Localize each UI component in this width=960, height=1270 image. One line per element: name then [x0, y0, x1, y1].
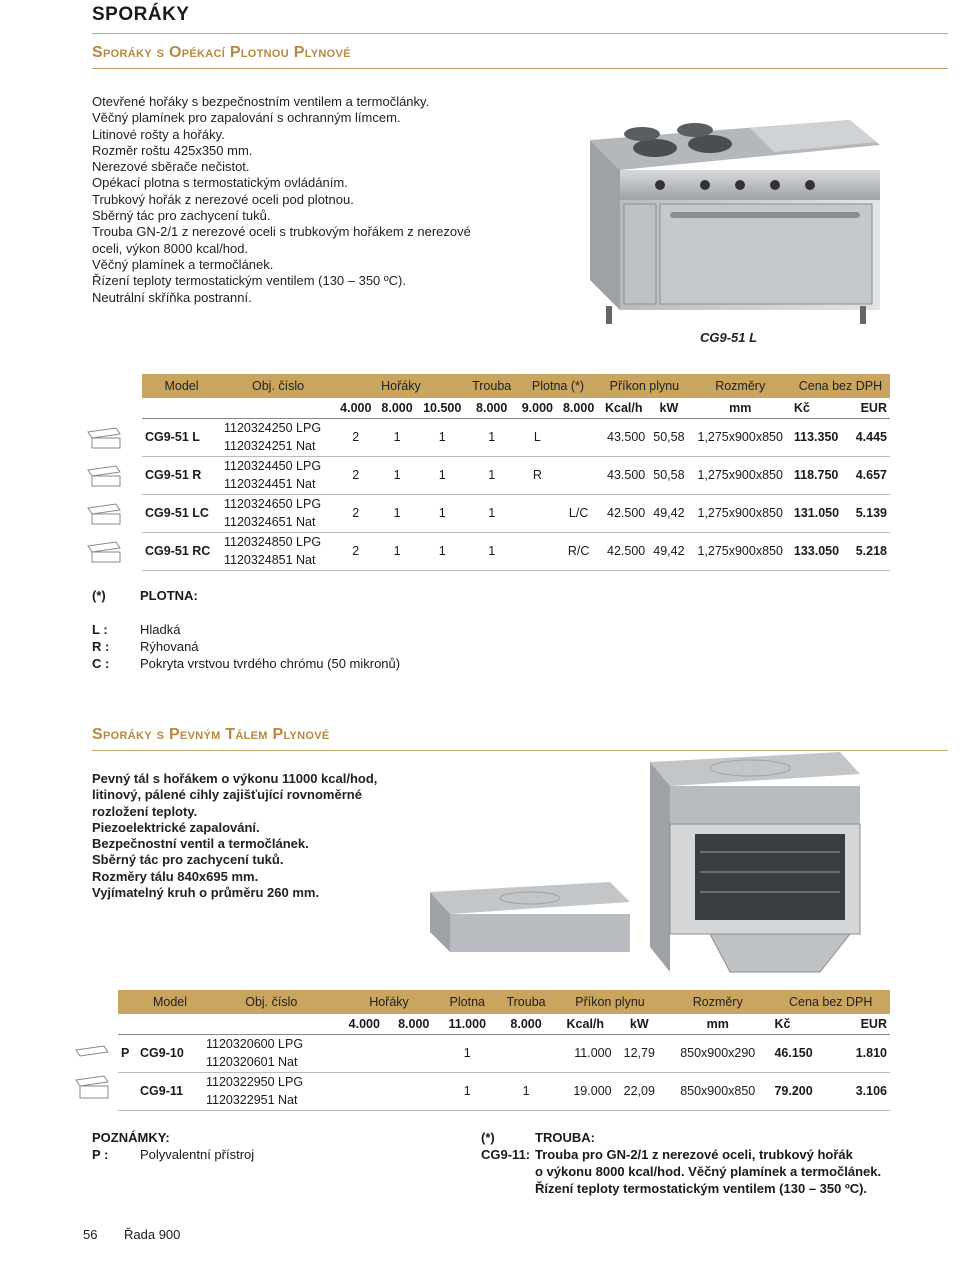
- note-value: Rýhovaná: [140, 639, 199, 654]
- value-cell: 1: [376, 494, 417, 532]
- note-line: Trouba pro GN-2/1 z nerezové oceli, trubkový hořák: [535, 1147, 853, 1162]
- section-title-solid-top: Sporáky s Pevným Tálem Plynové: [92, 726, 330, 743]
- description-line: Sběrný tác pro zachycení tuků.: [92, 208, 271, 224]
- spec-table: [118, 990, 890, 1111]
- gas-kw-cell: 49,42: [648, 532, 689, 570]
- sub-header: kW: [615, 1014, 664, 1034]
- value-cell: [389, 1034, 438, 1072]
- sub-header: mm: [690, 398, 791, 418]
- sub-header: Kcal/h: [599, 398, 648, 418]
- value-cell: 1: [418, 456, 467, 494]
- model-cell: CG9-51 L: [142, 418, 221, 456]
- col-header: Obj. číslo: [203, 990, 340, 1014]
- value-cell: 2: [335, 456, 376, 494]
- page-number: 56: [83, 1227, 98, 1242]
- sub-header: EUR: [848, 398, 890, 418]
- model-cell: CG9-51 RC: [142, 532, 221, 570]
- gas-kw-cell: 12,79: [615, 1034, 664, 1072]
- sub-header: 8.000: [496, 1014, 556, 1034]
- description-line: Trouba GN-2/1 z nerezové oceli s trubkovým hořákem z nerezové: [92, 224, 471, 240]
- dimensions-cell: 1,275x900x850: [690, 532, 791, 570]
- dimensions-cell: 850x900x850: [664, 1072, 771, 1110]
- thumbnail-icon: [86, 538, 122, 566]
- gas-kcal-cell: 19.000: [556, 1072, 615, 1110]
- dimensions-cell: 1,275x900x850: [690, 456, 791, 494]
- gas-kcal-cell: 11.000: [556, 1034, 615, 1072]
- sub-header: kW: [648, 398, 689, 418]
- value-cell: 1: [418, 532, 467, 570]
- model-cell: CG9-51 R: [142, 456, 221, 494]
- section-description: [92, 94, 512, 306]
- order-number-lpg: 1120322950 LPG: [205, 1075, 304, 1089]
- table-row: [142, 456, 890, 494]
- gas-kw-cell: 49,42: [648, 494, 689, 532]
- price-czk-cell: 131.050: [791, 494, 848, 532]
- price-czk-cell: 133.050: [791, 532, 848, 570]
- description-line: Litinové rošty a hořáky.: [92, 126, 225, 142]
- page-title: SPORÁKY: [92, 4, 190, 25]
- value-cell: 1: [467, 532, 517, 570]
- value-cell: [496, 1034, 556, 1072]
- note-heading: TROUBA:: [535, 1130, 595, 1145]
- note-line: o výkonu 8000 kcal/hod. Věčný plamínek a termočlánek.: [535, 1164, 882, 1179]
- col-header: Hořáky: [340, 990, 439, 1014]
- col-header: Model: [137, 990, 203, 1014]
- value-cell: [517, 532, 558, 570]
- price-czk-cell: 79.200: [771, 1072, 835, 1110]
- description-line: rozložení teploty.: [92, 803, 198, 819]
- value-cell: L: [517, 418, 558, 456]
- flag-cell: P: [118, 1034, 137, 1072]
- note-value: Polyvalentní přístroj: [140, 1147, 255, 1162]
- sub-header: 8.000: [558, 398, 599, 418]
- description-line: Bezpečnostní ventil a termočlánek.: [92, 836, 309, 852]
- order-number-lpg: 1120320600 LPG: [205, 1037, 304, 1051]
- model-cell: CG9-51 LC: [142, 494, 221, 532]
- table-row: [142, 494, 890, 532]
- note-key: C :: [92, 656, 110, 671]
- col-header: Rozměry: [664, 990, 771, 1014]
- order-number-lpg: 1120324650 LPG: [223, 497, 322, 511]
- order-number-nat: 1120324251 Nat: [223, 439, 316, 453]
- note-key: P :: [92, 1147, 109, 1162]
- note-value: Pokryta vrstvou tvrdého chrómu (50 mikronů): [140, 656, 401, 671]
- price-eur-cell: 4.445: [848, 418, 890, 456]
- gas-kw-cell: 50,58: [648, 418, 689, 456]
- thumbnail-icon: [86, 462, 122, 490]
- order-number-lpg: 1120324450 LPG: [223, 459, 322, 473]
- description-line: litinový, pálené cihly zajišťující rovnoměrné: [92, 787, 362, 803]
- col-header: Trouba: [496, 990, 556, 1014]
- note-list: [92, 621, 400, 672]
- order-number-lpg: 1120324250 LPG: [223, 421, 322, 435]
- value-cell: [517, 494, 558, 532]
- value-cell: 1: [496, 1072, 556, 1110]
- order-number-cell: [203, 1034, 340, 1072]
- value-cell: [340, 1072, 389, 1110]
- table-row: [118, 1034, 890, 1072]
- value-cell: 1: [376, 418, 417, 456]
- order-number-cell: [221, 494, 335, 532]
- sub-header: 11.000: [438, 1014, 496, 1034]
- description-line: Opékací plotna s termostatickým ovládáním.: [92, 175, 348, 191]
- value-cell: R: [517, 456, 558, 494]
- description-line: Řízení teploty termostatickým ventilem (130 – 350 ºC).: [92, 273, 406, 289]
- gas-kw-cell: 22,09: [615, 1072, 664, 1110]
- value-cell: 1: [467, 418, 517, 456]
- sub-header: 9.000: [517, 398, 558, 418]
- dimensions-cell: 850x900x290: [664, 1034, 771, 1072]
- value-cell: 1: [418, 494, 467, 532]
- price-eur-cell: 5.139: [848, 494, 890, 532]
- note-star: (*): [92, 588, 106, 603]
- flag-cell: [118, 1072, 137, 1110]
- solid-top-range-photo: [420, 742, 870, 982]
- order-number-cell: [221, 456, 335, 494]
- order-number-lpg: 1120324850 LPG: [223, 535, 322, 549]
- title-divider: [92, 33, 948, 34]
- description-line: Věčný plamínek a termočlánek.: [92, 256, 274, 272]
- series-name: Řada 900: [124, 1227, 181, 1242]
- value-cell: 1: [438, 1034, 496, 1072]
- order-number-nat: 1120322951 Nat: [205, 1093, 298, 1107]
- gas-kw-cell: 50,58: [648, 456, 689, 494]
- sub-header: mm: [664, 1014, 771, 1034]
- sub-header: 4.000: [335, 398, 376, 418]
- note-key: CG9-11:: [481, 1147, 531, 1162]
- price-eur-cell: 1.810: [836, 1034, 890, 1072]
- price-eur-cell: 5.218: [848, 532, 890, 570]
- description-line: Neutrální skříňka postranní.: [92, 289, 252, 305]
- sub-header: 10.500: [418, 398, 467, 418]
- value-cell: R/C: [558, 532, 599, 570]
- col-header: Cena bez DPH: [771, 990, 890, 1014]
- description-line: Trubkový hořák z nerezové oceli pod plotnou.: [92, 191, 354, 207]
- order-number-cell: [203, 1072, 340, 1110]
- gas-kcal-cell: 42.500: [599, 494, 648, 532]
- col-header: Plotna: [438, 990, 496, 1014]
- price-eur-cell: 4.657: [848, 456, 890, 494]
- model-cell: CG9-10: [137, 1034, 203, 1072]
- table-row: [142, 418, 890, 456]
- image-caption: CG9-51 L: [700, 330, 758, 345]
- thumbnail-icon: [74, 1038, 110, 1066]
- price-czk-cell: 113.350: [791, 418, 848, 456]
- value-cell: 1: [376, 532, 417, 570]
- sub-header: 4.000: [340, 1014, 389, 1034]
- note-key: R :: [92, 639, 110, 654]
- value-cell: [389, 1072, 438, 1110]
- price-czk-cell: 46.150: [771, 1034, 835, 1072]
- note-line: Řízení teploty termostatickým ventilem (130 – 350 ºC).: [535, 1181, 868, 1196]
- thumbnail-icon: [86, 424, 122, 452]
- price-eur-cell: 3.106: [836, 1072, 890, 1110]
- spec-table: [142, 374, 890, 571]
- dimensions-cell: 1,275x900x850: [690, 418, 791, 456]
- section-description: [92, 771, 422, 901]
- description-line: Pevný tál s hořákem o výkonu 11000 kcal/hod,: [92, 771, 378, 786]
- value-cell: [340, 1034, 389, 1072]
- thumbnail-icon: [86, 500, 122, 528]
- note-item: [92, 655, 400, 672]
- note-star: (*): [481, 1130, 495, 1145]
- col-header: Příkon plynu: [556, 990, 664, 1014]
- description-line: Nerezové sběrače nečistot.: [92, 159, 250, 175]
- sub-header: Kč: [791, 398, 848, 418]
- value-cell: L/C: [558, 494, 599, 532]
- note-heading: PLOTNA:: [140, 588, 198, 603]
- value-cell: [558, 418, 599, 456]
- description-line: Rozměr roštu 425x350 mm.: [92, 142, 253, 158]
- note-value: Hladká: [140, 622, 181, 637]
- value-cell: 1: [467, 494, 517, 532]
- description-line: Vyjímatelný kruh o průměru 260 mm.: [92, 885, 320, 901]
- sub-header: Kč: [771, 1014, 835, 1034]
- description-line: Věčný plamínek pro zapalování s ochranným límcem.: [92, 110, 401, 126]
- col-header: Plotna (*): [517, 374, 600, 398]
- value-cell: 1: [467, 456, 517, 494]
- gas-kcal-cell: 43.500: [599, 456, 648, 494]
- value-cell: 1: [438, 1072, 496, 1110]
- col-header: Trouba: [467, 374, 517, 398]
- description-line: Piezoelektrické zapalování.: [92, 819, 260, 835]
- description-line: Rozměry tálu 840x695 mm.: [92, 868, 259, 884]
- description-line: oceli, výkon 8000 kcal/hod.: [92, 240, 249, 256]
- col-header: Obj. číslo: [221, 374, 335, 398]
- value-cell: 2: [335, 494, 376, 532]
- col-header: Rozměry: [690, 374, 791, 398]
- price-czk-cell: 118.750: [791, 456, 848, 494]
- thumbnail-icon: [74, 1074, 110, 1102]
- dimensions-cell: 1,275x900x850: [690, 494, 791, 532]
- value-cell: 1: [418, 418, 467, 456]
- range-griddle-photo: [560, 100, 890, 330]
- table-row: [142, 532, 890, 570]
- note-key: L :: [92, 622, 108, 637]
- order-number-cell: [221, 418, 335, 456]
- description-line: Otevřené hořáky s bezpečnostním ventilem a termočlánky.: [92, 94, 430, 109]
- value-cell: [558, 456, 599, 494]
- sub-header: EUR: [836, 1014, 890, 1034]
- description-line: Sběrný tác pro zachycení tuků.: [92, 852, 284, 868]
- model-cell: CG9-11: [137, 1072, 203, 1110]
- order-number-nat: 1120324851 Nat: [223, 553, 316, 567]
- note-item: [92, 638, 400, 655]
- section-title-griddle: Sporáky s Opékací Plotnou Plynové: [92, 44, 351, 61]
- col-header: Hořáky: [335, 374, 467, 398]
- value-cell: 2: [335, 532, 376, 570]
- gas-kcal-cell: 43.500: [599, 418, 648, 456]
- table-row: [118, 1072, 890, 1110]
- notes-heading: POZNÁMKY:: [92, 1130, 170, 1145]
- order-number-nat: 1120324651 Nat: [223, 515, 316, 529]
- sub-header: 8.000: [389, 1014, 438, 1034]
- section-divider: [92, 68, 948, 69]
- note-item: [92, 621, 400, 638]
- value-cell: 2: [335, 418, 376, 456]
- note-lines: [535, 1146, 935, 1197]
- gas-kcal-cell: 42.500: [599, 532, 648, 570]
- order-number-nat: 1120320601 Nat: [205, 1055, 298, 1069]
- order-number-nat: 1120324451 Nat: [223, 477, 316, 491]
- sub-header: Kcal/h: [556, 1014, 615, 1034]
- col-header: Příkon plynu: [599, 374, 689, 398]
- sub-header: 8.000: [376, 398, 417, 418]
- col-header: Cena bez DPH: [791, 374, 890, 398]
- col-header: Model: [142, 374, 221, 398]
- order-number-cell: [221, 532, 335, 570]
- sub-header: 8.000: [467, 398, 517, 418]
- value-cell: 1: [376, 456, 417, 494]
